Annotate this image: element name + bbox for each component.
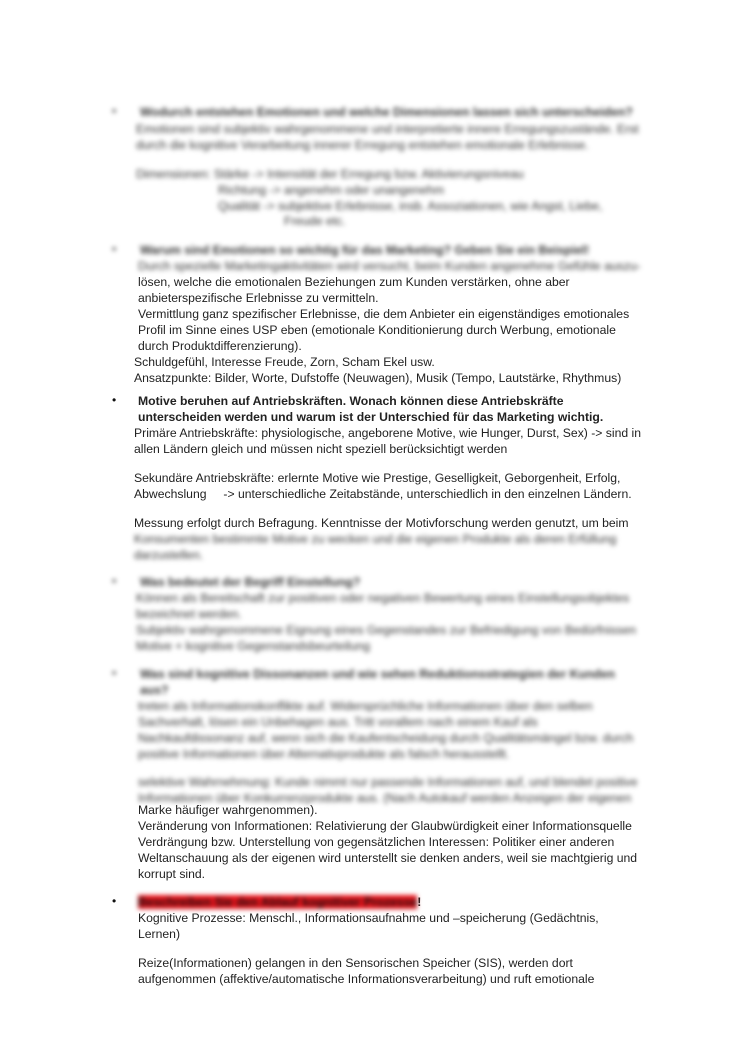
blurred-text: Freude etc. (284, 214, 346, 228)
blurred-text: durch die kognitive Verarbeitung innerer Erregung entstehen emotionale Erlebnisse. (136, 138, 589, 152)
blurred-text: bezeichnet werden. (136, 607, 242, 621)
bullet: • (112, 393, 117, 407)
blurred-text: Wodurch entstehen Emotionen und welche Dimensionen lassen sich unterscheiden? (140, 105, 633, 119)
text-line: Lernen) (138, 927, 181, 941)
blurred-text: Warum sind Emotionen so wichtig für das Marketing? Geben Sie ein Beispiel! (140, 243, 590, 257)
blurred-text: selektive Wahrnehmung: Kunde nimmt nur passende Informationen auf, und blendet positive (138, 775, 638, 789)
blurred-text: Motive + kognitive Gegenstandsbeurteilung (136, 639, 371, 653)
blurred-text: positive Informationen über Alternativprodukte als falsch herausstellt. (138, 747, 510, 761)
text-line: lösen, welche die emotionalen Beziehungen zum Kunden verstärken, ohne aber (138, 275, 570, 289)
blurred-text: Konsumenten bestimmte Motive zu wecken und die eigenen Produkte als deren Erfüllung (134, 532, 617, 546)
text-line: Messung erfolgt durch Befragung. Kenntnisse der Motivforschung werden genutzt, um beim (134, 516, 629, 530)
blurred-text: Emotionen sind subjektiv wahrgenommene und interpretierte innere Erregungszustände. Erst (136, 122, 639, 136)
text-line: aufgenommen (affektive/automatische Informationsverarbeitung) und ruft emotionale (138, 972, 595, 986)
blurred-text: aus? (140, 683, 169, 697)
blurred-text: treten als Informationskonflikte auf. Widersprüchliche Informationen über den selben (138, 699, 593, 713)
blurred-text: Nachkaufdissonanz auf, wenn sich die Kaufentscheidung durch Qualitätsmängel bzw. durch (138, 731, 634, 745)
blurred-text: Was bedeutet der Begriff Einstellung? (140, 575, 361, 589)
text-line: Profil im Sinne eines USP eben (emotionale Konditionierung durch Werbung, emotionale (138, 323, 616, 337)
blurred-text: Können als Bereitschaft zur positiven oder negativen Bewertung eines Einstellungsobjektes (136, 591, 630, 605)
blurred-text: Sachverhalt, lösen ein Unbehagen aus. Tritt vorallem nach einem Kauf als (138, 715, 538, 729)
text-line: Ansatzpunkte: Bilder, Worte, Dufstoffe (Neuwagen), Musik (Tempo, Lautstärke, Rhythmus) (134, 371, 622, 385)
bullet: • (112, 574, 117, 588)
blurred-text: Informationen über Konkurrenzprodukte aus. (Nach Autokauf werden Anzeigen der eigenen (138, 791, 632, 805)
question-line (138, 894, 421, 910)
text-line: Primäre Antriebskräfte: physiologische, angeborene Motive, wie Hunger, Durst, Sex) -> sind in (134, 426, 642, 440)
text-line: durch Produktdifferenzierung). (138, 339, 302, 353)
blurred-text: darzustellen. (134, 548, 204, 562)
blurred-text: Was sind kognitive Dissonanzen und wie sehen Reduktionsstrategien der Kunden (140, 667, 615, 681)
blurred-text: Dimensionen: Stärke -> Intensität der Erregung bzw. Aktivierungsniveau (136, 167, 524, 181)
text-line: anbieterspezifische Erlebnisse zu vermitteln. (138, 291, 379, 305)
bullet: • (112, 894, 117, 908)
text-line: Vermittlung ganz spezifischer Erlebnisse, die dem Anbieter ein eigenständiges emotionales (138, 307, 630, 321)
bullet: • (112, 666, 117, 680)
bullet: • (112, 242, 117, 256)
text-line: Verdrängung bzw. Unterstellung von gegensätzlichen Interessen: Politiker einer anderen (138, 835, 615, 849)
blurred-text: Durch spezielle Marketingaktivitäten wird versucht, beim Kunden angenehme Gefühle auszu- (138, 259, 641, 273)
text-line: Reize(Informationen) gelangen in den Sensorischen Speicher (SIS), werden dort (138, 956, 573, 970)
blurred-text: Richtung -> angenehm oder unangenehm (218, 183, 444, 197)
blurred-text: Qualität -> subjektive Erlebnisse, insb. Assoziationen, wie Angst, Liebe, (218, 199, 603, 213)
text-line: Weltanschauung als der eigenen wird unterstellt sie denken anders, weil sie machtgierig und (138, 851, 638, 865)
text-line: Abwechslung -> unterschiedliche Zeitabstände, unterschiedlich in den einzelnen Ländern. (134, 487, 632, 501)
text-line: korrupt sind. (138, 867, 206, 881)
text-line: Kognitive Prozesse: Menschl., Informationsaufnahme und –speicherung (Gedächtnis, (138, 911, 599, 925)
blurred-text: Subjektiv wahrgenommene Eignung eines Gegenstandes zur Befriedigung von Bedürfnissen (136, 623, 637, 637)
question-line: Motive beruhen auf Antriebskräften. Wonach können diese Antriebskräfte (138, 394, 564, 408)
text-line: Schuldgefühl, Interesse Freude, Zorn, Scham Ekel usw. (134, 355, 435, 369)
highlighted-question: Beschreiben Sie den Ablauf kognitiver Prozesse (138, 895, 418, 909)
text-line: Marke häufiger wahrgenommen). (138, 803, 318, 817)
text-line: Veränderung von Informationen: Relativierung der Glaubwürdigkeit einer Informationsquelle (138, 819, 632, 833)
question-punctuation: ! (417, 895, 422, 909)
text-line: Sekundäre Antriebskräfte: erlernte Motive wie Prestige, Geselligkeit, Geborgenheit, Erfolg, (134, 471, 621, 485)
text-line: allen Ländern gleich und müssen nicht speziell berücksichtigt werden (134, 442, 508, 456)
question-line: unterscheiden werden und warum ist der Unterschied für das Marketing wichtig. (138, 410, 604, 424)
bullet: • (112, 104, 117, 118)
